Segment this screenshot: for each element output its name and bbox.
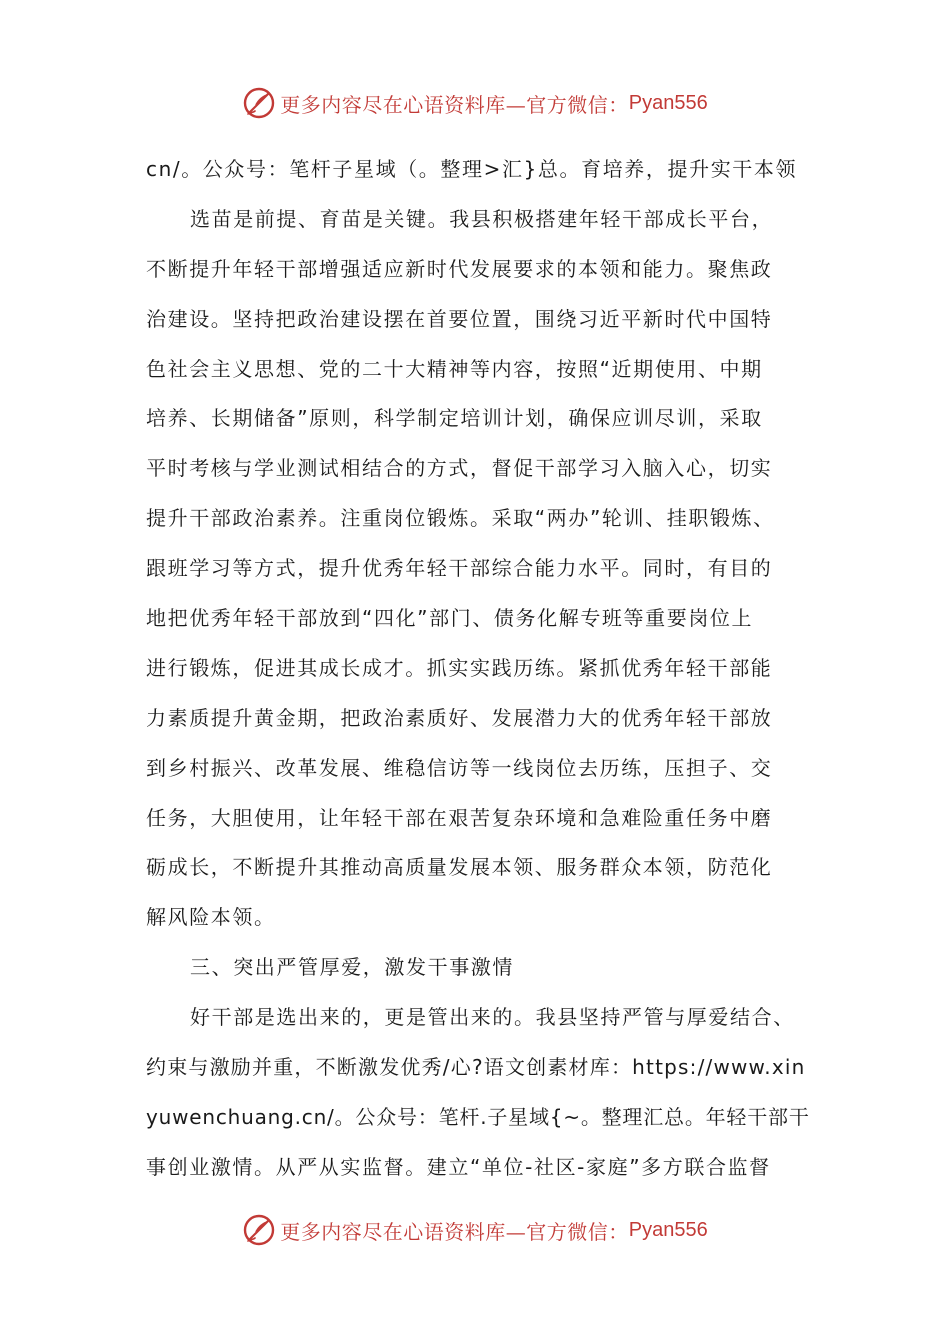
text-line: 解风险本领。 [146,905,276,930]
header-banner [0,83,950,123]
text-line: 到乡村振兴、改革发展、维稳信访等一线岗位去历练，压担子、交 [146,755,773,780]
header-wechat-id: Pyan556 [628,91,708,114]
header-banner-text: 更多内容尽在心语资料库—官方微信： [280,92,629,117]
text-line: cn/。公众号：笔杆子星域（。整理>汇}总。育培养，提升实干本领 [146,157,798,181]
text-line: 地把优秀年轻干部放到“四化”部门、债务化解专班等重要岗位上 [146,606,754,631]
footer-banner [0,1210,950,1250]
document-body [146,145,810,1193]
text-line: 提升干部政治素养。注重岗位锻炼。采取“两办”轮训、挂职锻炼、 [146,506,775,531]
text-line: 进行锻炼，促进其成长成才。抓实实践历练。紧抓优秀年轻干部能 [146,655,773,680]
text-line: yuwenchuang.cn/。公众号：笔杆.子星域{~。整理汇总。年轻干部干 [146,1104,810,1129]
text-line: 砺成长，不断提升其推动高质量发展本领、服务群众本领，防范化 [146,855,773,880]
text-line: 培养、长期储备”原则，科学制定培训计划，确保应训尽训，采取 [146,406,763,431]
text-line: 事创业激情。从严从实监督。建立“单位-社区-家庭”多方联合监督 [146,1154,771,1179]
quill-logo-icon [242,1213,276,1247]
paragraph-start: 选苗是前提、育苗是关键。我县积极搭建年轻干部成长平台， [190,206,774,231]
text-line: 色社会主义思想、党的二十大精神等内容，按照“近期使用、中期 [146,356,763,381]
text-line: 任务，大胆使用，让年轻干部在艰苦复杂环境和急难险重任务中磨 [146,805,773,830]
text-line: 跟班学习等方式，提升优秀年轻干部综合能力水平。同时，有目的 [146,556,773,581]
text-line: 治建设。坚持把政治建设摆在首要位置，围绕习近平新时代中国特 [146,306,773,331]
text-line: 力素质提升黄金期，把政治素质好、发展潜力大的优秀年轻干部放 [146,705,773,730]
text-line: 约束与激励并重，不断激发优秀/心?语文创素材库：https://www.xin [146,1055,806,1080]
section-heading: 三、突出严管厚爱，激发干事激情 [190,955,514,980]
text-line: 不断提升年轻干部增强适应新时代发展要求的本领和能力。聚焦政 [146,256,773,281]
text-line: 平时考核与学业测试相结合的方式，督促干部学习入脑入心，切实 [146,456,773,481]
paragraph-start: 好干部是选出来的，更是管出来的。我县坚持严管与厚爱结合、 [190,1005,795,1030]
footer-wechat-id: Pyan556 [628,1218,708,1241]
quill-logo-icon [242,86,276,120]
footer-banner-text: 更多内容尽在心语资料库—官方微信： [280,1219,629,1244]
